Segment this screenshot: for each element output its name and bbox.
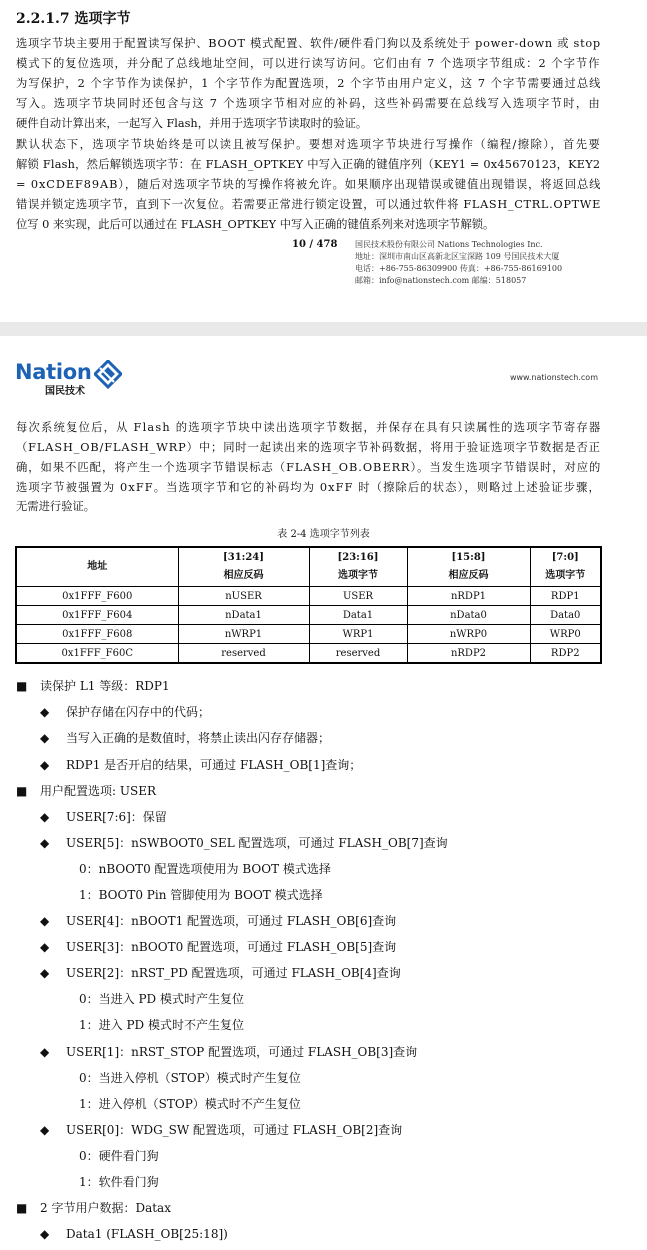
list-subitem: 1：进入 PD 模式时不产生复位 xyxy=(79,1018,244,1032)
table-cell: nUSER xyxy=(178,587,309,606)
list-subitem: 0：当进入 PD 模式时产生复位 xyxy=(79,992,244,1006)
text-line: 模式下的复位选项，并分配了总线地址空间，可以进行读写访问。它们由有 7 个选项字节组成：2 个字节作 xyxy=(16,57,601,70)
table-row xyxy=(16,625,601,644)
list-item: USER[0]：WDG_SW 配置选项，可通过 FLASH_OB[2]查询 xyxy=(66,1123,403,1137)
company-footer xyxy=(355,239,562,287)
logo-wordmark: Nation xyxy=(15,360,92,384)
website-url: www.nationstech.com xyxy=(509,373,598,382)
list-item: 保护存储在闪存中的代码； xyxy=(66,705,211,719)
company-phone: 电话：+86-755-86309900 传真：+86-755-86169100 xyxy=(355,264,563,273)
header-cell: [31:24] 相应反码 xyxy=(178,547,309,587)
logo-diamond-icon xyxy=(94,360,122,390)
header-cell: [23:16] 选项字节 xyxy=(309,547,407,587)
table-cell: nRDP2 xyxy=(407,644,530,664)
square-bullet-icon: ■ xyxy=(16,784,28,798)
company-address: 地址：深圳市南山区高新北区宝深路 109 号国民技术大厦 xyxy=(355,252,560,261)
table-cell: Data1 xyxy=(309,606,407,625)
text-line: = 0xCDEF89AB），随后对选项字节块的写操作将被允许。如果顺序出现错误或键值出现错误，将返回总线 xyxy=(16,178,602,191)
diamond-bullet-icon: ◆ xyxy=(40,914,50,928)
text-line: 位写 0 来实现，此后可以通过在 FLASH_OPTKEY 中写入正确的键值系列来对选项字节解锁。 xyxy=(16,218,495,231)
list-item: RDP1 是否开启的结果，可通过 FLASH_OB[1]查询； xyxy=(66,758,362,772)
text-line: 无需进行验证。 xyxy=(16,500,96,513)
table-cell: 0x1FFF_F600 xyxy=(16,587,178,606)
table-cell: RDP1 xyxy=(530,587,601,606)
table-cell: Data0 xyxy=(530,606,601,625)
text-line: （FLASH_OB/FLASH_WRP）中；同时一起读出来的选项字节补码数据，将用于验证选项字节数据是否正 xyxy=(16,441,601,454)
list-subitem: 0：nBOOT0 配置选项使用为 BOOT 模式选择 xyxy=(79,862,331,876)
table-cell: nWRP1 xyxy=(178,625,309,644)
page-separator xyxy=(0,322,647,336)
table-cell: nRDP1 xyxy=(407,587,530,606)
list-item: Data1 (FLASH_OB[25:18]) xyxy=(66,1227,228,1241)
table-cell: WRP0 xyxy=(530,625,601,644)
list-subitem: 0：当进入停机（STOP）模式时产生复位 xyxy=(79,1071,301,1085)
text-line: 解锁 Flash，然后解锁选项字节：在 FLASH_OPTKEY 中写入正确的键值序列（KEY1 = 0x45670123，KEY2 xyxy=(16,158,601,171)
list-subitem: 1：BOOT0 Pin 管脚使用为 BOOT 模式选择 xyxy=(79,888,323,902)
text-line: 写入。选项字节块同时还包含与这 7 个选项字节相对应的补码，这些补码需要在总线写入选项字节时，由 xyxy=(16,97,602,110)
page-number: 10 / 478 xyxy=(292,239,338,250)
diamond-bullet-icon: ◆ xyxy=(40,731,50,745)
text-line: 为写保护，2 个字节作为读保护，1 个字节作为配置选项，2 个字节由用户定义，这 7 个字节需要通过总线 xyxy=(16,77,602,90)
text-line: 选项字节块主要用于配置读写保护、BOOT 模式配置、软件/硬件看门狗以及系统处于 power-down 或 stop xyxy=(16,37,601,50)
list-item-user: 用户配置选项: USER xyxy=(40,784,156,798)
header-cell: 地址 xyxy=(16,547,178,587)
list-subitem: 1：进入停机（STOP）模式时不产生复位 xyxy=(79,1097,301,1111)
table-row xyxy=(16,606,601,625)
option-bytes-table xyxy=(15,546,602,664)
table-cell: 0x1FFF_F608 xyxy=(16,625,178,644)
list-item: USER[3]：nBOOT0 配置选项，可通过 FLASH_OB[5]查询 xyxy=(66,940,397,954)
header-cell: [7:0] 选项字节 xyxy=(530,547,601,587)
diamond-bullet-icon: ◆ xyxy=(40,758,50,772)
table-cell: nData1 xyxy=(178,606,309,625)
table-caption: 表 2-4 选项字节列表 xyxy=(277,529,370,540)
list-item: 当写入正确的是数值时，将禁止读出闪存存储器； xyxy=(66,731,331,745)
header-cell: [15:8] 相应反码 xyxy=(407,547,530,587)
text-line: 选项字节被强置为 0xFF。当选项字节和它的补码均为 0xFF 时（擦除后的状态），则略过上述验证步骤， xyxy=(16,481,601,494)
company-name: 国民技术股份有限公司 Nations Technologies Inc. xyxy=(355,240,543,249)
list-item-datax: 2 字节用户数据：Datax xyxy=(40,1201,171,1215)
square-bullet-icon: ■ xyxy=(16,1201,28,1215)
table-cell: reserved xyxy=(309,644,407,664)
table-cell: reserved xyxy=(178,644,309,664)
text-line: 默认状态下，选项字节块始终是可以读且被写保护。要想对选项字节块进行写操作（编程/擦除），首先要 xyxy=(16,138,602,151)
table-cell: 0x1FFF_F60C xyxy=(16,644,178,664)
table-cell: RDP2 xyxy=(530,644,601,664)
company-email: 邮箱：info@nationstech.com 邮编：518057 xyxy=(355,276,527,285)
diamond-bullet-icon: ◆ xyxy=(40,705,50,719)
table-row xyxy=(16,644,601,664)
diamond-bullet-icon: ◆ xyxy=(40,836,50,850)
list-subitem: 0：硬件看门狗 xyxy=(79,1149,159,1163)
text-line: 硬件自动计算出来，一起写入 Flash，并用于选项字节读取时的验证。 xyxy=(16,117,368,130)
list-subitem: 1：软件看门狗 xyxy=(79,1175,159,1189)
diamond-bullet-icon: ◆ xyxy=(40,1123,50,1137)
list-item: USER[1]：nRST_STOP 配置选项，可通过 FLASH_OB[3]查询 xyxy=(66,1045,418,1059)
text-line: 错误并锁定选项字节，直到下一次复位。若需要正常进行锁定设置，可以通过软件将 FLASH_CTRL.OPTWE xyxy=(16,198,602,211)
table-row xyxy=(16,587,601,606)
list-item: USER[5]：nSWBOOT0_SEL 配置选项，可通过 FLASH_OB[7]查询 xyxy=(66,836,448,850)
table-cell: WRP1 xyxy=(309,625,407,644)
list-item-rdp1: 读保护 L1 等级：RDP1 xyxy=(40,679,170,693)
diamond-bullet-icon: ◆ xyxy=(40,1227,50,1241)
logo-subtitle: 国民技术 xyxy=(45,386,85,397)
table-cell: 0x1FFF_F604 xyxy=(16,606,178,625)
table-cell: USER xyxy=(309,587,407,606)
list-item: USER[7:6]：保留 xyxy=(66,810,167,824)
table-cell: nData0 xyxy=(407,606,530,625)
text-line: 确，如果不匹配，将产生一个选项字节错误标志（FLASH_OB.OBERR）。当发生选项字节错误时，对应的 xyxy=(16,461,602,474)
list-item: USER[4]：nBOOT1 配置选项，可通过 FLASH_OB[6]查询 xyxy=(66,914,397,928)
diamond-bullet-icon: ◆ xyxy=(40,810,50,824)
diamond-bullet-icon: ◆ xyxy=(40,1045,50,1059)
diamond-bullet-icon: ◆ xyxy=(40,940,50,954)
diamond-bullet-icon: ◆ xyxy=(40,966,50,980)
table-cell: nWRP0 xyxy=(407,625,530,644)
section-heading: 2.2.1.7 选项字节 xyxy=(16,11,131,27)
text-line: 每次系统复位后，从 Flash 的选项字节块中读出选项字节数据，并保存在具有只读属性的选项字节寄存器 xyxy=(16,421,602,434)
square-bullet-icon: ■ xyxy=(16,679,28,693)
list-item: USER[2]：nRST_PD 配置选项，可通过 FLASH_OB[4]查询 xyxy=(66,966,401,980)
